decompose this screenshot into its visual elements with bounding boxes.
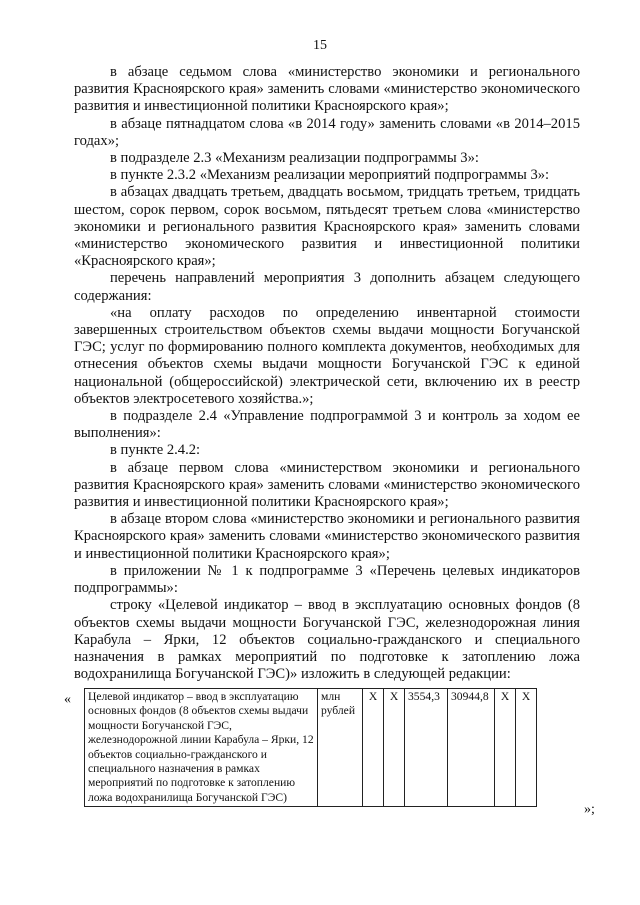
indicator-table: [84, 688, 537, 807]
value-cell-6: Х: [516, 689, 537, 807]
paragraph-11: в абзаце втором слова «министерство экономики и регионального развития Красноярского края» заменить словами «министерство экономического развития и инвестиционной политики Красноярского края»;: [74, 511, 580, 562]
paragraph-1: в абзаце седьмом слова «министерство экономики и регионального развития Красноярского края» заменить словами «министерство экономического развития и инвестиционной политики Красноярского края»;: [74, 64, 580, 115]
indicator-name-cell: Целевой индикатор – ввод в эксплуатацию основных фондов (8 объектов схемы выдачи мощности Богучанской ГЭС, железнодорожной линии Карабула – Ярки, 12 объектов социально-гражданского и специального назначения в рамках мероприятий по подготовке к затоплению ложа водохранилища Богучанской ГЭС): [85, 689, 318, 807]
value-cell-3: 3554,3: [405, 689, 448, 807]
paragraph-4: в пункте 2.3.2 «Механизм реализации мероприятий подпрограммы 3»:: [110, 167, 550, 184]
paragraph-10: в абзаце первом слова «министерством экономики и регионального развития Красноярского края» заменить словами «министерство экономического развития и инвестиционной политики Красноярского края»;: [74, 459, 580, 511]
paragraph-5: в абзацах двадцать третьем, двадцать восьмом, тридцать третьем, тридцать шестом, сорок первом, сорок восьмом, пятьдесят третьем слова «министерство экономики и регионального развития Красноярского края» заменить словами «министерство экономического развития и инвестиционной политики «Красноярского края»;: [74, 184, 580, 270]
paragraph-12: в приложении № 1 к подпрограмме 3 «Перечень целевых индикаторов подпрограммы»:: [74, 562, 580, 597]
document-body: [74, 64, 580, 683]
value-cell-4: 30944,8: [448, 689, 495, 807]
table-row: [85, 689, 537, 807]
paragraph-8: в подразделе 2.4 «Управление подпрограммой 3 и контроль за ходом ее выполнения»:: [74, 408, 580, 442]
opening-quote: «: [64, 692, 71, 707]
paragraph-6: перечень направлений мероприятия 3 дополнить абзацем следующего содержания:: [74, 270, 580, 304]
value-cell-5: Х: [495, 689, 516, 807]
paragraph-2: в абзаце пятнадцатом слова «в 2014 году» заменить словами «в 2014–2015 годах»;: [74, 115, 580, 149]
paragraph-7: «на оплату расходов по определению инвентарной стоимости завершенных строительством объектов схемы выдачи мощности Богучанской ГЭС; услуг по формированию полного комплекта документов, необходимых для отнесения объектов схемы выдачи мощности Богучанской ГЭС к единой национальной (общероссийской) электрической сети, включению их в реестр объектов электросетевого хозяйства.»;: [74, 304, 580, 407]
unit-cell: млн рублей: [318, 689, 363, 807]
paragraph-13: строку «Целевой индикатор – ввод в эксплуатацию основных фондов (8 объектов схемы выдачи мощности Богучанской ГЭС, железнодорожная линия Карабула – Ярки, 12 объектов социально-гражданского и специального назначения в рамках мероприятий по подготовке к затоплению ложа водохранилища Богучанской ГЭС)» изложить в следующей редакции:: [74, 597, 580, 683]
closing-quote: »;: [584, 802, 595, 817]
page-number: 15: [313, 38, 327, 53]
value-cell-1: Х: [363, 689, 384, 807]
value-cell-2: Х: [384, 689, 405, 807]
paragraph-9: в пункте 2.4.2:: [110, 442, 201, 459]
paragraph-3: в подразделе 2.3 «Механизм реализации подпрограммы 3»:: [110, 150, 479, 167]
